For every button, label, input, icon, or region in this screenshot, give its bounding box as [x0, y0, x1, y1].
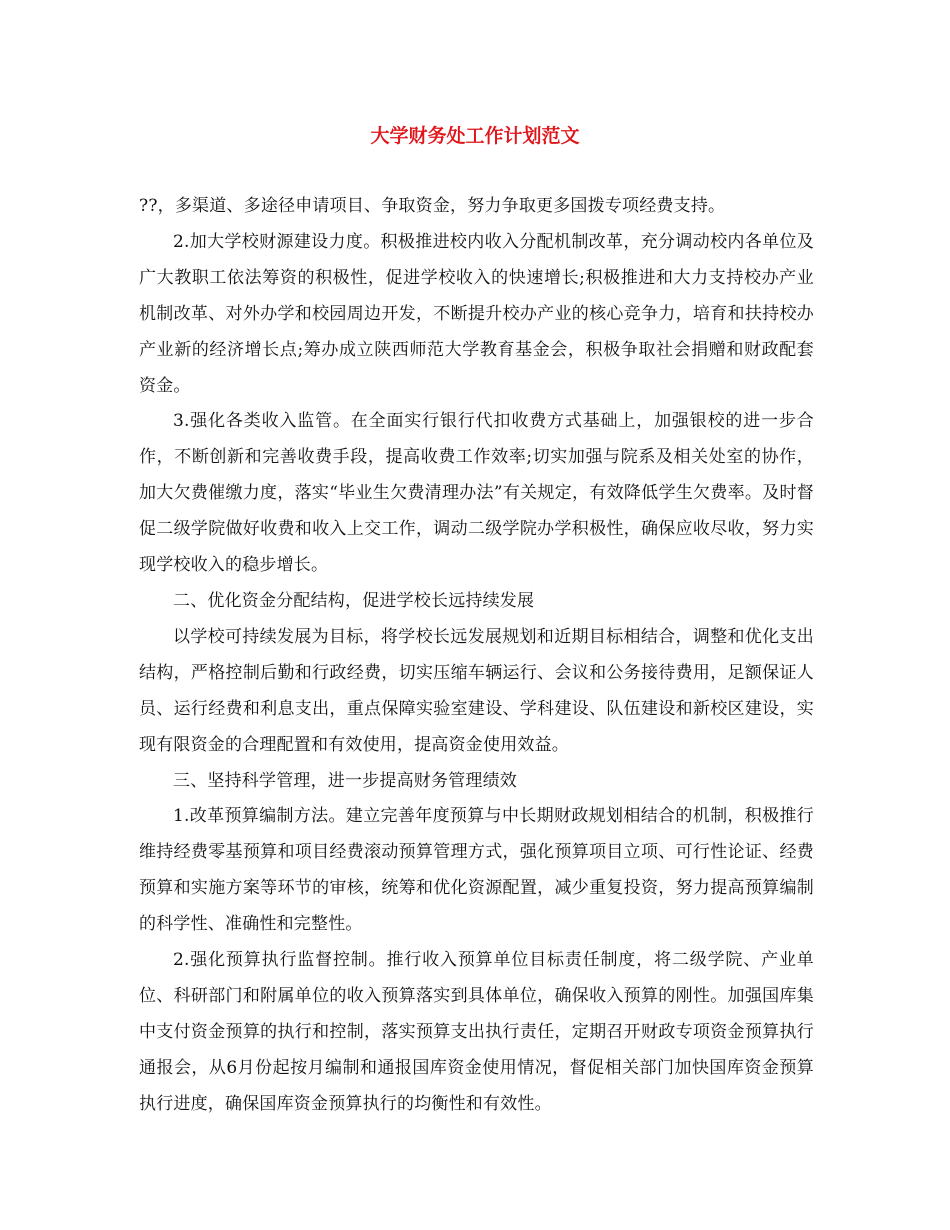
paragraph-income-supervision: 3.强化各类收入监管。在全面实行银行代扣收费方式基础上，加强银校的进一步合作，不断创新和完善收费手段，提高收费工作效率;切实加强与院系及相关处室的协作，加大欠费催缴力度，落实“毕业生欠费清理办法”有关规定，有效降低学生欠费率。及时督促二级学院做好收费和收入上交工作，调动二级学院办学积极性，确保应收尽收，努力实现学校收入的稳步增长。 — [139, 411, 814, 576]
paragraph-budget-method: 1.改革预算编制方法。建立完善年度预算与中长期财政规划相结合的机制，积极推行维持经费零基预算和项目经费滚动预算管理方式，强化预算项目立项、可行性论证、经费预算和实施方案等环节的审核，统筹和优化资源配置，减少重复投资，努力提高预算编制的科学性、准确性和完整性。 — [139, 806, 814, 935]
paragraph-finance-source: 2.加大学校财源建设力度。积极推进校内收入分配机制改革，充分调动校内各单位及广大教职工依法筹资的积极性，促进学校收入的快速增长;积极推进和大力支持校办产业机制改革、对外办学和校园周边开发，不断提升校办产业的核心竞争力，培育和扶持校办产业新的经济增长点;筹办成立陕西师范大学教育基金会，积极争取社会捐赠和财政配套资金。 — [139, 231, 814, 396]
document-title: 大学财务处工作计划范文 — [370, 125, 580, 147]
paragraph-allocation: 以学校可持续发展为目标，将学校长远发展规划和近期目标相结合，调整和优化支出结构，严格控制后勤和行政经费，切实压缩车辆运行、会议和公务接待费用，足额保证人员、运行经费和利息支出，重点保障实验室建设、学科建设、队伍建设和新校区建设，实现有限资金的合理配置和有效使用，提高资金使用效益。 — [139, 626, 814, 755]
section-heading-2: 二、优化资金分配结构，促进学校长远持续发展 — [173, 590, 535, 611]
paragraph-continuation: ??，多渠道、多途径申请项目、争取资金，努力争取更多国拨专项经费支持。 — [139, 196, 726, 216]
paragraph-budget-control: 2.强化预算执行监督控制。推行收入预算单位目标责任制度，将二级学院、产业单位、科研部门和附属单位的收入预算落实到具体单位，确保收入预算的刚性。加强国库集中支付资金预算的执行和控制，落实预算支出执行责任，定期召开财政专项资金预算执行通报会，从6月份起按月编制和通报国库资金使用情况，督促相关部门加快国库资金预算执行进度，确保国库资金预算执行的均衡性和有效性。 — [139, 950, 814, 1114]
section-heading-3: 三、坚持科学管理，进一步提高财务管理绩效 — [173, 770, 517, 791]
document-body — [139, 189, 814, 1123]
